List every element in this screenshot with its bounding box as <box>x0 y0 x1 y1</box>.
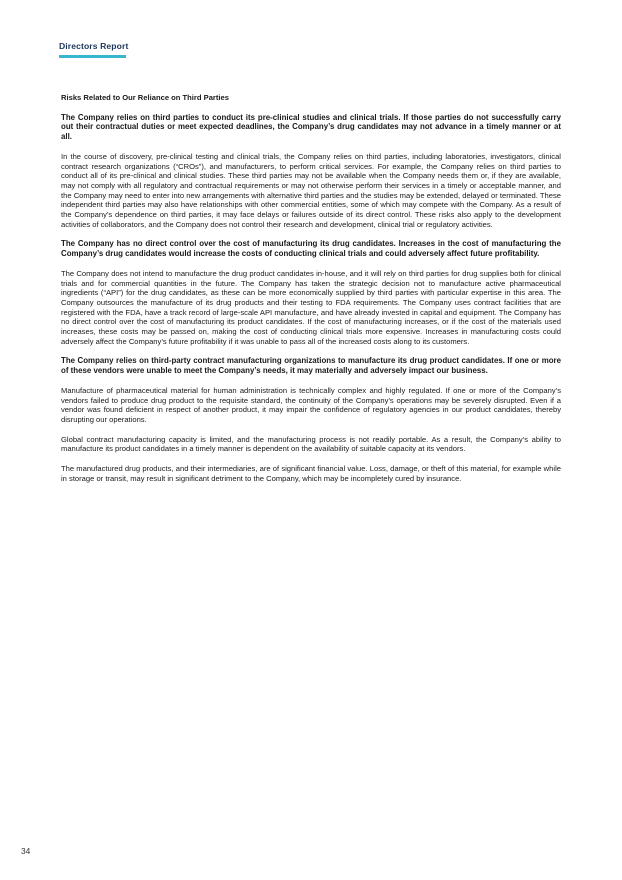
risk-item <box>61 113 561 230</box>
risk-heading: The Company relies on third-party contract manufacturing organizations to manufacture its drug product candidates. If one or more of these vendors were unable to meet the Company’s needs, it may materially and adversely impact our business. <box>61 356 561 376</box>
risk-heading: The Company has no direct control over the cost of manufacturing its drug candidates. Increases in the cost of manufacturing the Company’s drug candidates would increase the costs of conducting clinical trials and could adversely affect future profitability. <box>61 239 561 259</box>
risk-paragraph: The Company does not intend to manufacture the drug product candidates in-house, and it will rely on third parties for drug supplies both for clinical trials and for commercial quantities in the future. The Company has taken the strategic decision not to manufacture active pharmaceutical ingredients (“API”) for the drug candidates, as these can be more economically supplied by third parties with particular expertise in this area. The Company outsources the manufacture of its drug products and their testing to FDA requirements. The Company uses contract facilities that are registered with the FDA, have a track record of large-scale API manufacture, and have already invested in capital and equipment. The Company has no direct control over the cost of manufacturing its product candidates. If the cost of manufacturing increases, or if the cost of the materials used increases, these costs may be passed on, making the cost of conducting clinical trials more expensive. Increases in manufacturing costs could adversely affect the Company’s future profitability if it was unable to pass all of the increased costs along to its customers. <box>61 268 561 346</box>
risk-item <box>61 239 561 346</box>
section-heading: Risks Related to Our Reliance on Third Parties <box>61 93 229 102</box>
risk-heading: The Company relies on third parties to conduct its pre-clinical studies and clinical trials. If those parties do not successfully carry out their contractual duties or meet expected deadlines, the Company’s drug candidates may not advance in a timely manner or at all. <box>61 112 561 142</box>
page-header <box>59 41 128 58</box>
page-number: 34 <box>21 846 31 856</box>
header-title: Directors Report <box>59 41 129 51</box>
risk-item <box>61 356 561 483</box>
document-body <box>61 93 561 494</box>
risk-paragraph: Manufacture of pharmaceutical material for human administration is technically complex and highly regulated. If one or more of the Company’s vendors failed to produce drug product to the requisite standard, the continuity of the Company’s operations may be severely disrupted. Even if a vendor was found deficient in respect of another product, it may impair the confidence of regulatory agencies in our product candidates, thereby disrupting our operations. <box>61 385 561 424</box>
risk-paragraph: Global contract manufacturing capacity is limited, and the manufacturing process is not readily portable. As a result, the Company’s ability to manufacture its product candidates in a timely manner is dependent on the availability of suitable capacity at its vendors. <box>61 434 561 454</box>
header-accent-rule <box>59 55 126 58</box>
risk-paragraph: The manufactured drug products, and their intermediaries, are of significant financial value. Loss, damage, or theft of this material, for example while in storage or transit, may result in significant detriment to the Company, which may be incompletely cured by insurance. <box>61 464 561 483</box>
risk-paragraph: In the course of discovery, pre-clinical testing and clinical trials, the Company relies on third parties, including laboratories, investigators, clinical contract research organizations (“CROs”), and manufacturers, to perform critical services. For example, the Company relies on third parties to conduct all of its pre-clinical and clinical studies. These third parties may not be available when the Company needs them or, if they are available, may not comply with all regulatory and contractual requirements or may not otherwise perform their services in a timely or acceptable manner, and the Company may need to enter into new arrangements with alternative third parties and the studies may be extended, delayed or terminated. These independent third parties may also have relationships with other commercial entities, some of which may compete with the Company. As a result of the Company’s dependence on third parties, it may face delays or failures outside of its direct control. These risks also apply to the development activities of collaborators, and the Company does not control their research and development, clinical trial or regulatory activities. <box>61 151 561 229</box>
